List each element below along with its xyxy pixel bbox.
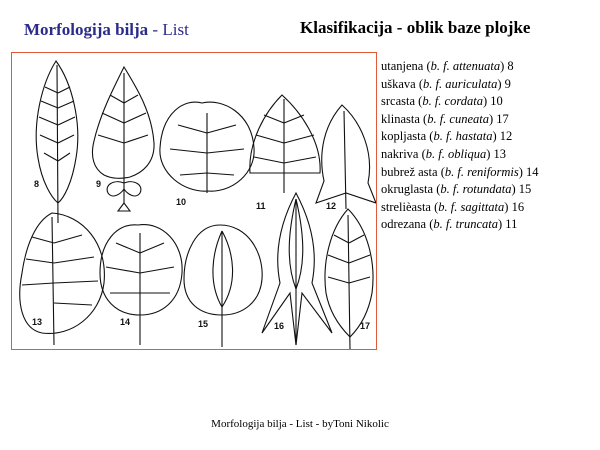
leaf-base-legend — [381, 58, 539, 234]
page-footer: Morfologija bilja - List - byToni Nikolic — [211, 418, 389, 430]
leaf-9-drawing — [92, 67, 154, 211]
leaf-15-drawing — [184, 225, 262, 347]
leaf-12-drawing — [316, 105, 376, 211]
leaf-label-11: 11 — [256, 201, 266, 211]
leaf-16-drawing — [262, 193, 332, 345]
legend-item: nakriva (b. f. obliqua) 13 — [381, 146, 506, 161]
title-main: Morfologija bilja — [24, 20, 149, 39]
legend-item: odrezana (b. f. truncata) 11 — [381, 217, 518, 232]
legend-item: klinasta (b. f. cuneata) 17 — [381, 111, 509, 126]
leaf-label-12: 12 — [326, 201, 337, 211]
legend-item: strelièasta (b. f. sagittata) 16 — [381, 199, 525, 214]
leaf-label-9: 9 — [96, 179, 102, 189]
leaf-label-17: 17 — [360, 321, 371, 331]
leaf-label-10: 10 — [176, 197, 187, 207]
leaf-base-illustration — [11, 52, 377, 350]
leaf-label-16: 16 — [274, 321, 285, 331]
leaf-13-drawing — [20, 213, 105, 345]
leaf-8-drawing — [34, 61, 78, 223]
legend-item: bubrež asta (b. f. reniformis) 14 — [381, 164, 539, 179]
leaf-label-13: 13 — [32, 317, 43, 327]
legend-item: kopljasta (b. f. hastata) 12 — [381, 129, 513, 144]
legend-item: srcasta (b. f. cordata) 10 — [381, 94, 503, 109]
section-heading: Klasifikacija - oblik baze plojke — [300, 18, 531, 37]
legend-item: uškava (b. f. auriculata) 9 — [381, 76, 511, 91]
leaf-label-15: 15 — [198, 319, 209, 329]
title-sub: List — [162, 20, 189, 39]
leaf-17-drawing — [325, 209, 373, 349]
leaf-11-drawing — [250, 95, 320, 211]
legend-item: okruglasta (b. f. rotundata) 15 — [381, 182, 532, 197]
page-title — [24, 20, 189, 40]
leaf-14-drawing — [100, 225, 182, 345]
leaf-label-14: 14 — [120, 317, 131, 327]
leaf-label-8: 8 — [34, 179, 40, 189]
title-separator: - — [148, 20, 163, 39]
legend-item: utanjena (b. f. attenuata) 8 — [381, 59, 514, 73]
leaf-10-drawing — [160, 102, 254, 207]
